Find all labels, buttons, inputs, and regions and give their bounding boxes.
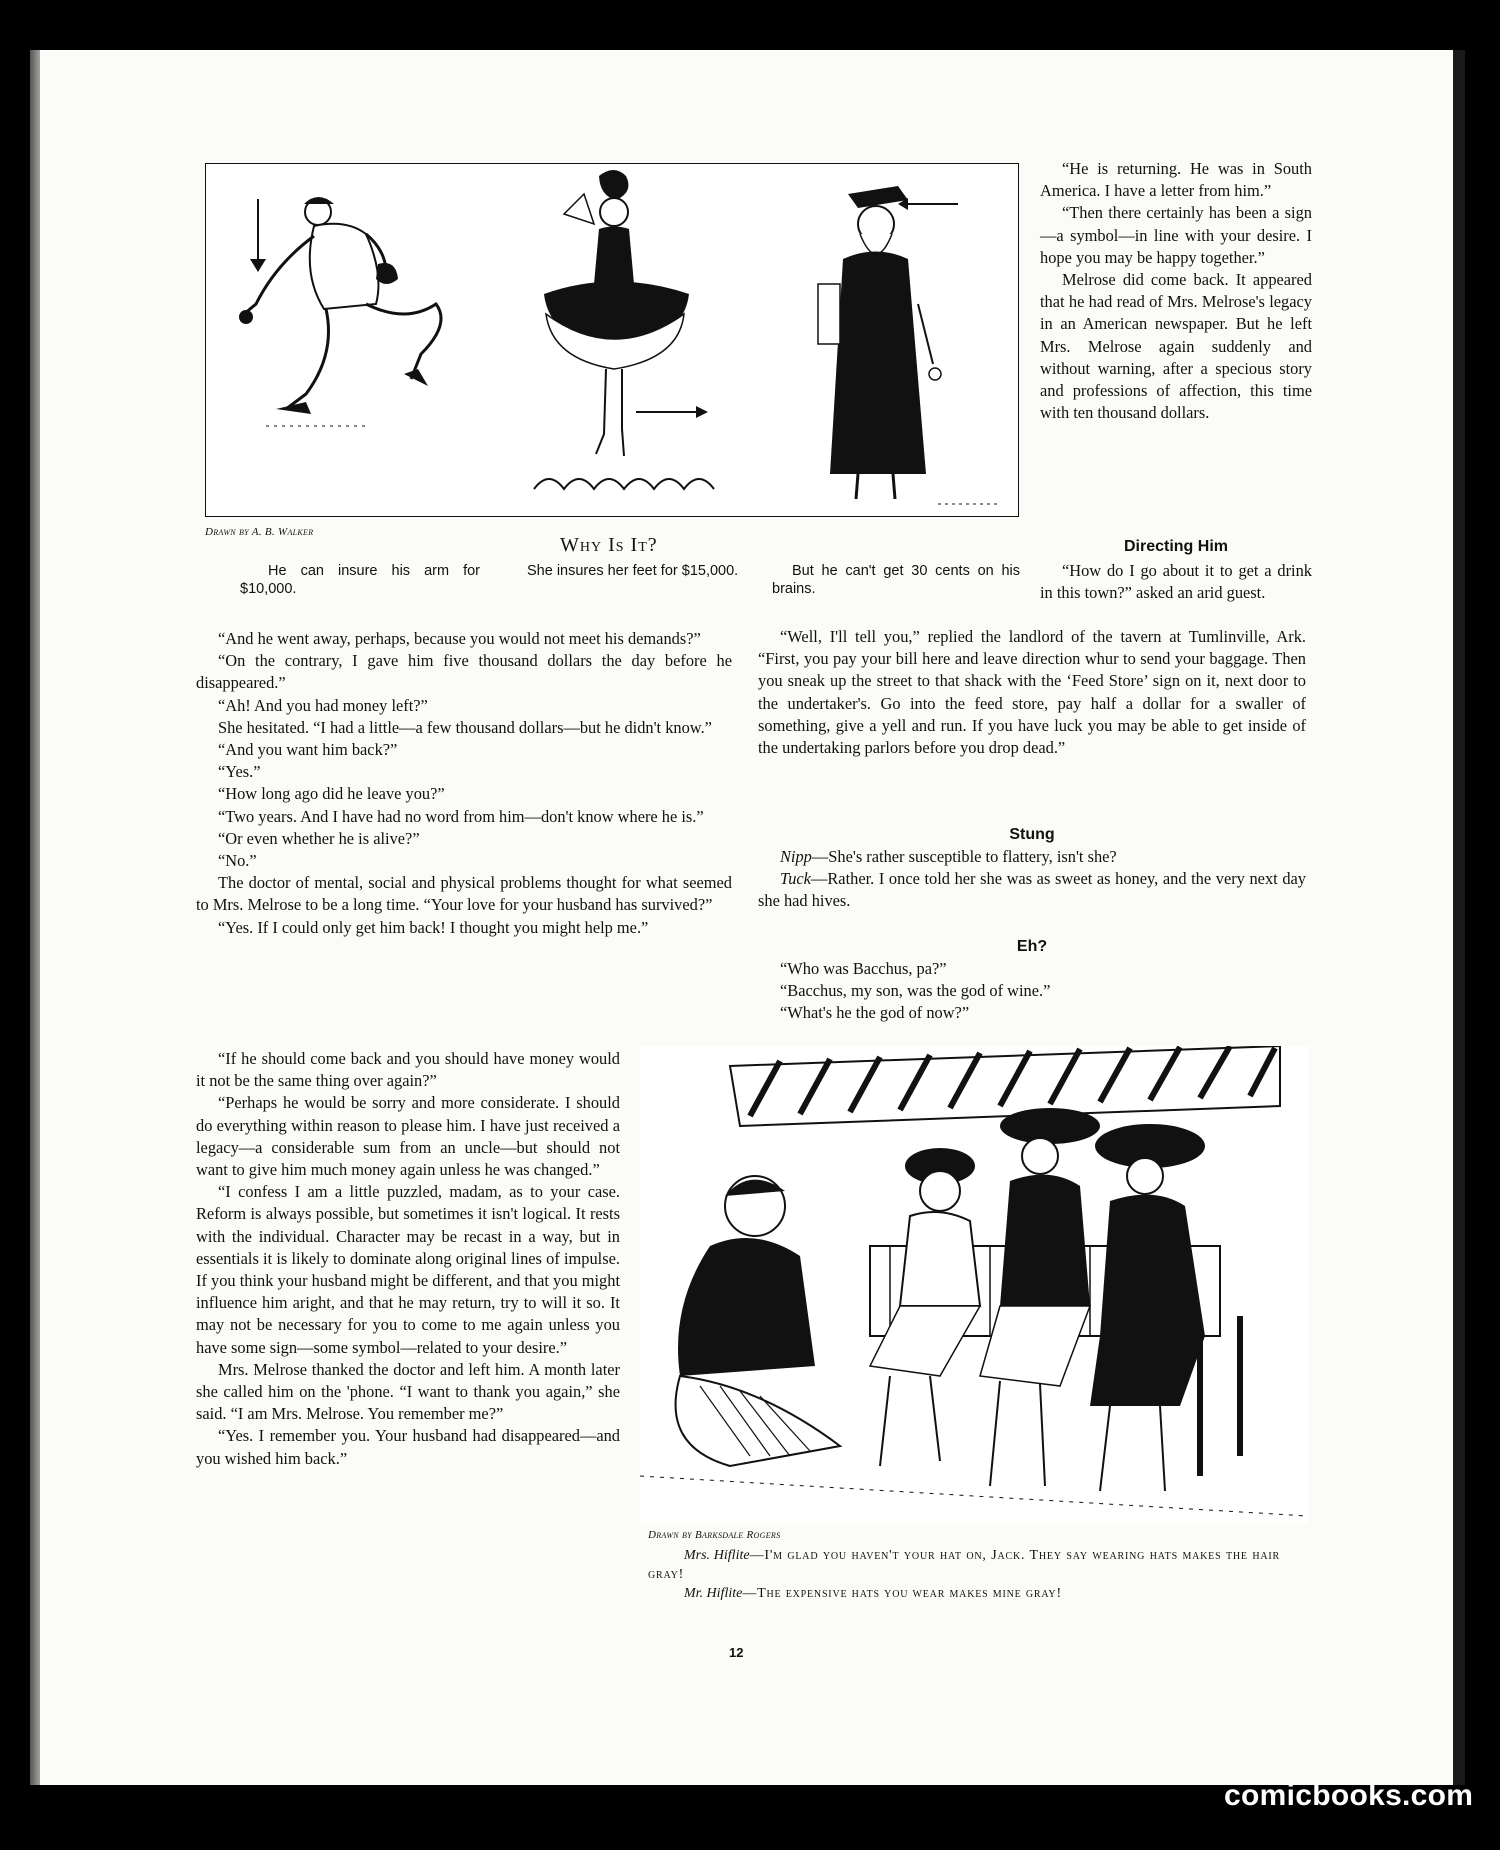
eh-line: “Bacchus, my son, was the god of wine.” xyxy=(780,981,1051,1001)
directing-him-question: “How do I go about it to get a drink in this town?” asked an arid guest. xyxy=(1040,561,1312,603)
top-cartoon-title: Why Is It? xyxy=(560,534,658,556)
top-cartoon-credit: Drawn by A. B. Walker xyxy=(205,526,314,538)
stung-joke xyxy=(758,846,1306,913)
story-paragraph: “Yes.” xyxy=(218,762,261,782)
story-paragraph: “Ah! And you had money left?” xyxy=(218,695,428,715)
story-paragraph: “No.” xyxy=(218,851,257,871)
story-paragraph: “How long ago did he leave you?” xyxy=(218,784,445,804)
story-paragraph: “Or even whether he is alive?” xyxy=(218,828,420,848)
story-paragraph: “Then there certainly has been a sign—a symbol—in line with your desire. I hope you may be happy together.” xyxy=(1040,203,1312,267)
bottom-cartoon-illustration xyxy=(640,1046,1308,1524)
stung-line-nipp: Nipp—She's rather susceptible to flattery, isn't she? xyxy=(780,847,1117,866)
story-paragraph: She hesitated. “I had a little—a few thousand dollars—but he didn't know.” xyxy=(218,717,712,737)
story-paragraph: “And he went away, perhaps, because you would not meet his demands?” xyxy=(218,629,701,648)
story-paragraph: “He is returning. He was in South America. I have a letter from him.” xyxy=(1040,159,1312,201)
directing-him-intro xyxy=(1040,560,1312,604)
right-edge xyxy=(1453,50,1465,1785)
directing-him-body xyxy=(758,626,1306,759)
story-paragraph: “If he should come back and you should have money would it not be the same thing over again?” xyxy=(196,1049,620,1091)
story-paragraph: Mrs. Melrose thanked the doctor and left him. A month later she called him on the 'phone. “I want to thank you again,” she said. “I am Mrs. Melrose. You remember me?” xyxy=(196,1359,620,1424)
eh-line: “Who was Bacchus, pa?” xyxy=(780,959,947,978)
top-caption-3: But he can't get 30 cents on his brains. xyxy=(772,563,1020,597)
bottom-cartoon-credit: Drawn by Barksdale Rogers xyxy=(648,1529,781,1541)
panel-scholar xyxy=(758,164,1018,516)
page-number: 12 xyxy=(729,1645,744,1660)
baseball-player-drawing xyxy=(206,164,504,516)
story-paragraph: “And you want him back?” xyxy=(218,740,398,760)
directing-him-answer: “Well, I'll tell you,” replied the landlord of the tavern at Tumlinville, Ark. “First, you pay your bill here and leave direction whur to send your baggage. Then you sneak up the street to that shack with the ‘Feed Store’ sign on it, next door to the undertaker's. Go into the feed store, pay half a dollar for a swaller of something, give a yell and run. If you have luck you may be able to get inside of the undertaking parlors before you drop dead.” xyxy=(758,627,1306,758)
scholar-drawing xyxy=(758,164,1018,516)
top-caption-2: She insures her feet for $15,000. xyxy=(527,563,739,579)
bottom-cartoon-caption xyxy=(648,1546,1280,1603)
panel-baseball-player xyxy=(206,164,505,516)
story-paragraph: “On the contrary, I gave him five thousand dollars the day before he disappeared.” xyxy=(196,651,732,693)
panel-dancer xyxy=(504,164,759,516)
left-column-story xyxy=(196,628,732,939)
left-column-story-narrow xyxy=(196,1048,620,1470)
story-paragraph: The doctor of mental, social and physical problems thought for what seemed to Mrs. Melrose to be a long time. “Your love for your husband has survived?” xyxy=(196,873,732,915)
dancer-drawing xyxy=(504,164,758,516)
top-caption-1: He can insure his arm for $10,000. xyxy=(240,563,480,597)
stung-heading: Stung xyxy=(1009,826,1055,843)
directing-him-heading: Directing Him xyxy=(1123,538,1228,555)
watermark: comicbooks.com xyxy=(1224,1779,1474,1812)
story-paragraph: “Two years. And I have had no word from him—don't know where he is.” xyxy=(218,806,704,826)
story-paragraph: “Yes. I remember you. Your husband had disappeared—and you wished him back.” xyxy=(196,1426,620,1468)
top-cartoon-frame xyxy=(205,163,1019,517)
stung-line-tuck: Tuck—Rather. I once told her she was as sweet as honey, and the very next day she had hives. xyxy=(758,869,1306,911)
story-paragraph: Melrose did come back. It appeared that he had read of Mrs. Melrose's legacy in an American newspaper. But he left Mrs. Melrose again suddenly and without warning, after a specious story and professions of affection, this time with ten thousand dollars. xyxy=(1040,270,1312,423)
story-paragraph: “Yes. If I could only get him back! I thought you might help me.” xyxy=(218,917,649,937)
story-paragraph: “I confess I am a little puzzled, madam, as to your case. Reform is always possible, but sometimes it isn't logical. It rests with the individual. Character may be recast in a way, but in essentials it is likely to dominate along original lines of impulse. If you think your husband might be different, and that you might influence him aright, and that he may return, try to will it so. It may not be necessary for you to come to me again unless you have some sign—some symbol—related to your desire.” xyxy=(196,1182,620,1357)
right-column-story xyxy=(1040,158,1312,424)
eh-joke xyxy=(758,958,1306,1025)
porch-swing-drawing xyxy=(640,1046,1308,1524)
eh-heading: Eh? xyxy=(1016,938,1048,955)
caption-line-mrs-hiflite: Mrs. Hiflite—I'm glad you haven't your hat on, Jack. They say wearing hats makes the hair gray! xyxy=(648,1548,1280,1582)
story-paragraph: “Perhaps he would be sorry and more considerate. I should do everything within reason to please him. I have just received a legacy—a considerable sum from an uncle—but should not want to give him much money again unless he was changed.” xyxy=(196,1093,620,1180)
caption-line-mr-hiflite: Mr. Hiflite—The expensive hats you wear makes mine gray! xyxy=(684,1586,1062,1601)
eh-line: “What's he the god of now?” xyxy=(780,1003,970,1023)
